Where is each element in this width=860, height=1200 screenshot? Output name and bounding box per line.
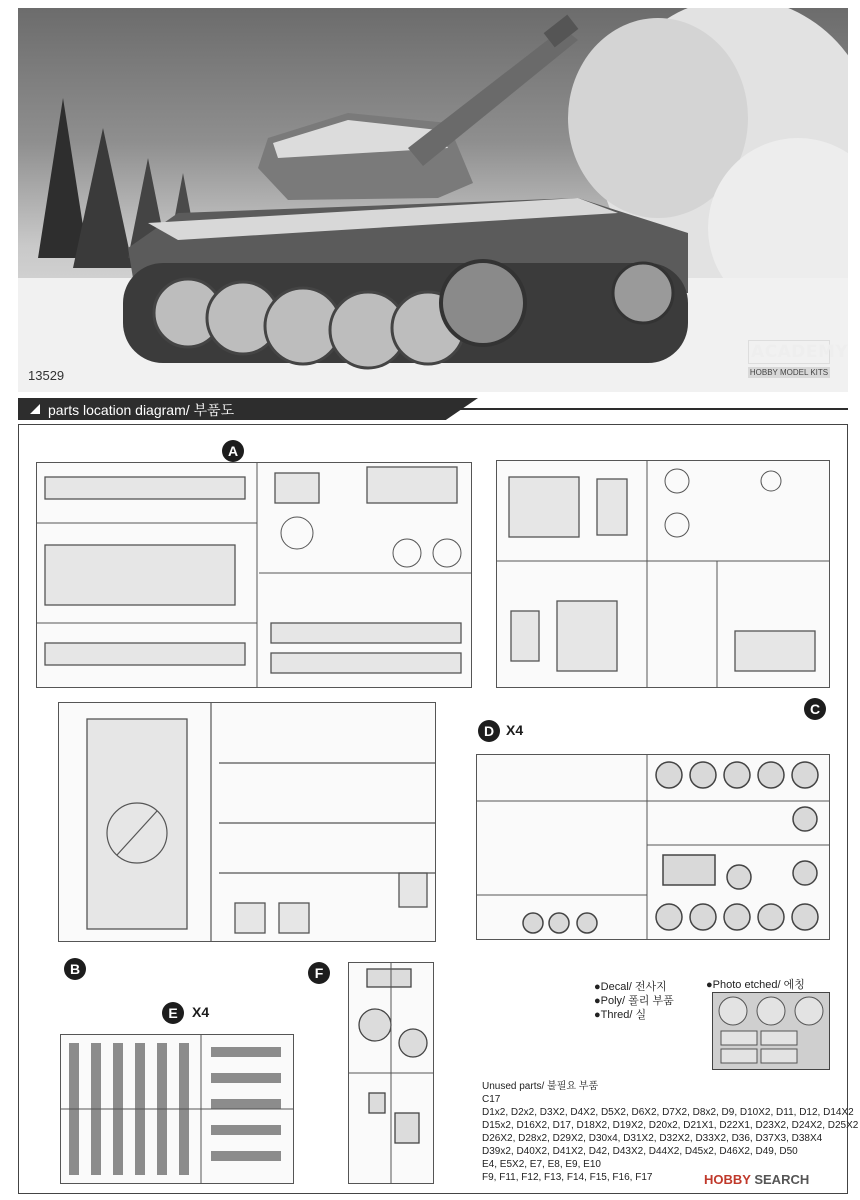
watermark-name: SEARCH [754,1172,810,1187]
sprue-a [36,462,472,688]
sprue-b-parts [59,703,435,941]
photo-etched-sheet [712,992,830,1070]
section-title: parts location diagram/ 부품도 [48,402,235,418]
unused-title: Unused parts/ 불필요 부품 [482,1081,599,1092]
sprue-d-multiplier: X4 [506,722,524,738]
sprue-e-parts [61,1035,293,1183]
sprue-d [476,754,830,940]
brand-tagline: HOBBY MODEL KITS [749,368,829,377]
sprue-label-a: A [222,440,244,462]
sprue-d-parts [477,755,829,939]
watermark-logo: HOBBY [704,1172,751,1187]
sprue-label-d: D [478,720,500,742]
photo-etched-label: ●Photo etched/ 에칭 [706,979,805,991]
unused-line: D1x2, D2x2, D3X2, D4X2, D5X2, D6X2, D7X2, D8x2, D9, D10X2, D11, D12, D14X2 [482,1107,854,1118]
unused-line: D26X2, D28x2, D29X2, D30x4, D31X2, D32X2, D33X2, D36, D37X3, D38X4 [482,1133,823,1144]
sprue-e [60,1034,294,1184]
unused-line: D39x2, D40X2, D41X2, D42, D43X2, D44X2, D45x2, D46X2, D49, D50 [482,1146,798,1157]
box-art-image [18,8,848,392]
sprue-label-f: F [308,962,330,984]
sprue-label-e: E [162,1002,184,1024]
sprue-f-parts [349,963,433,1183]
sprue-c-parts [497,461,829,687]
academy-logo [748,340,848,378]
kit-number: 13529 [28,368,65,383]
sprue-label-c: C [804,698,826,720]
legend-poly: ●Poly/ 폴리 부품 [594,995,674,1007]
sprue-c [496,460,830,688]
unused-line: E4, E5X2, E7, E8, E9, E10 [482,1159,601,1170]
unused-line: D15x2, D16X2, D17, D18X2, D19X2, D20x2, D21X1, D22X1, D23X2, D24X2, D25X2 [482,1120,859,1131]
tank-illustration [18,8,848,392]
sprue-e-multiplier: X4 [192,1004,210,1020]
unused-parts [482,1080,859,1184]
sprue-label-b: B [64,958,86,980]
sprue-a-parts [37,463,471,687]
hobbysearch-watermark [704,1172,809,1187]
triangle-icon [30,404,40,414]
brand-name: ACADEMY [748,340,830,364]
legend-decal: ●Decal/ 전사지 [594,981,667,993]
sprue-b [58,702,436,942]
unused-line: F9, F11, F12, F13, F14, F15, F16, F17 [482,1172,653,1183]
legend-thread: ●Thred/ 실 [594,1009,647,1021]
unused-line: C17 [482,1094,501,1105]
section-header [18,398,848,420]
sprue-f [348,962,434,1184]
photo-etched-parts [713,993,829,1069]
